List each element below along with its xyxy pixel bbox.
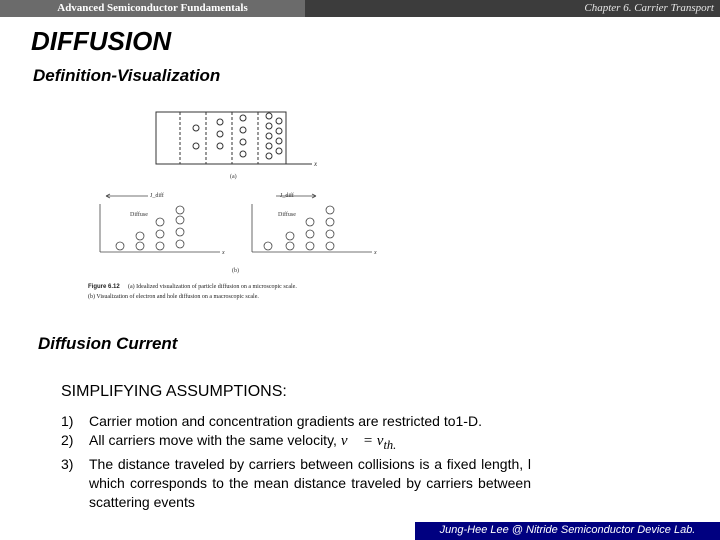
course-title: Advanced Semiconductor Fundamentals — [57, 2, 248, 14]
diffuse-label-right: Diffuse — [278, 212, 296, 218]
section-heading: Diffusion Current — [38, 334, 178, 353]
jdiff-label-left: J_diff — [150, 193, 164, 199]
list-item-number: 2) — [61, 432, 74, 448]
jdiff-label-right: J_diff — [280, 193, 294, 199]
chapter-title: Chapter 6. Carrier Transport — [584, 2, 714, 14]
page-subtitle: Definition-Visualization — [33, 66, 221, 85]
diffusion-figure — [80, 104, 400, 306]
figure-caption-line-1: (a) Idealized visualization of particle diffusion on a microscopic scale. — [128, 284, 297, 290]
x-axis-label-a: x — [314, 160, 318, 168]
microscopic-diagram — [156, 112, 312, 164]
x-axis-label-b-left: x — [222, 250, 225, 256]
list-item-text-before: All carriers move with the same velocity, — [89, 432, 337, 448]
x-axis-label-b-right: x — [374, 250, 377, 256]
diffuse-label-left: Diffuse — [130, 212, 148, 218]
list-item-number: 1) — [61, 413, 74, 429]
list-item-text: Carrier motion and concentration gradients are restricted to1-D. — [89, 413, 482, 429]
list-item — [61, 455, 531, 512]
panel-b-label: (b) — [232, 268, 239, 274]
assumptions-heading: SIMPLIFYING ASSUMPTIONS: — [61, 383, 287, 400]
list-item-number: 3) — [61, 456, 74, 472]
footer-credit: Jung-Hee Lee @ Nitride Semiconductor Device Lab. — [439, 524, 696, 536]
figure-caption-line-2: (b) Visualization of electron and hole diffusion on a macroscopic scale. — [88, 294, 259, 300]
list-item-text — [89, 431, 531, 455]
figure-caption-number: Figure 6.12 — [88, 284, 120, 290]
hole-diffusion-diagram — [100, 194, 220, 252]
page-title: DIFFUSION — [31, 26, 172, 56]
footer-bar — [415, 522, 720, 540]
electron-diffusion-diagram — [252, 194, 372, 252]
list-item — [61, 412, 531, 431]
list-item — [61, 431, 531, 455]
velocity-equation: v⃗ = $v_{th.}$ — [340, 433, 397, 452]
assumptions-list — [61, 412, 531, 512]
panel-a-label: (a) — [230, 174, 237, 180]
list-item-text: The distance traveled by carriers between collisions is a fixed length, l which corresponds to the mean distance traveled by carriers between scattering events — [89, 456, 531, 510]
